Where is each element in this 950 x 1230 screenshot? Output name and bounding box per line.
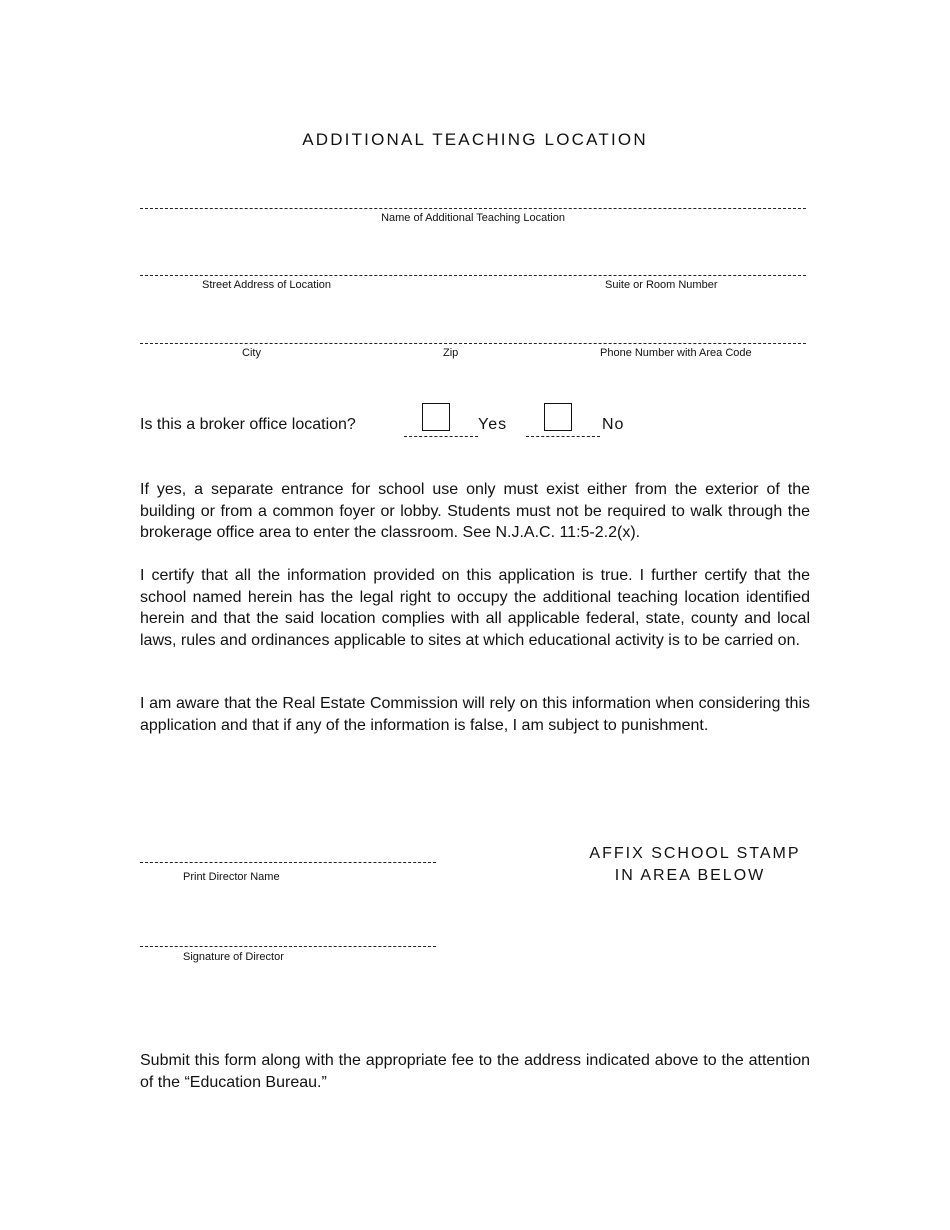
no-blank-line <box>526 436 600 437</box>
stamp-instruction-line2: IN AREA BELOW <box>614 867 766 884</box>
street-address-label: Street Address of Location <box>202 279 332 291</box>
submit-instructions: Submit this form along with the appropriate fee to the address indicated above to the attention of the “Education Bureau.” <box>140 1052 810 1091</box>
no-checkbox[interactable] <box>544 403 572 431</box>
entrance-paragraph: If yes, a separate entrance for school use only must exist either from the exterior of the building or from a common foyer or lobby. Students must not be required to walk through the brokerage office area to enter the classroom. See N.J.A.C. 11:5-2.2(x). <box>140 481 810 541</box>
yes-checkbox[interactable] <box>422 403 450 431</box>
broker-office-row <box>140 402 780 442</box>
aware-paragraph: I am aware that the Real Estate Commission will rely on this information when considering this application and that if any of the information is false, I am subject to punishment. <box>140 695 810 734</box>
phone-label: Phone Number with Area Code <box>600 347 752 359</box>
director-signature-label: Signature of Director <box>183 951 284 963</box>
yes-label: Yes <box>478 416 508 433</box>
director-signature-field[interactable] <box>140 946 436 947</box>
location-name-label: Name of Additional Teaching Location <box>381 212 565 224</box>
yes-blank-line <box>404 436 478 437</box>
city-label: City <box>242 347 261 359</box>
location-name-field[interactable] <box>140 208 806 209</box>
street-address-field[interactable] <box>140 275 806 276</box>
broker-question: Is this a broker office location? <box>140 416 356 433</box>
no-label: No <box>602 416 625 433</box>
director-name-label: Print Director Name <box>183 871 280 883</box>
page-title: ADDITIONAL TEACHING LOCATION <box>302 130 648 149</box>
city-zip-phone-field[interactable] <box>140 343 806 344</box>
suite-number-label: Suite or Room Number <box>605 279 718 291</box>
director-name-field[interactable] <box>140 862 436 863</box>
certify-paragraph: I certify that all the information provided on this application is true. I further certify that the school named herein has the legal right to occupy the additional teaching location identified herein and that the said location complies with all applicable federal, state, county and local laws, rules and ordinances applicable to sites at which educational activity is to be carried on. <box>140 567 810 649</box>
stamp-instruction-line1: AFFIX SCHOOL STAMP <box>589 845 801 862</box>
zip-label: Zip <box>443 347 459 359</box>
